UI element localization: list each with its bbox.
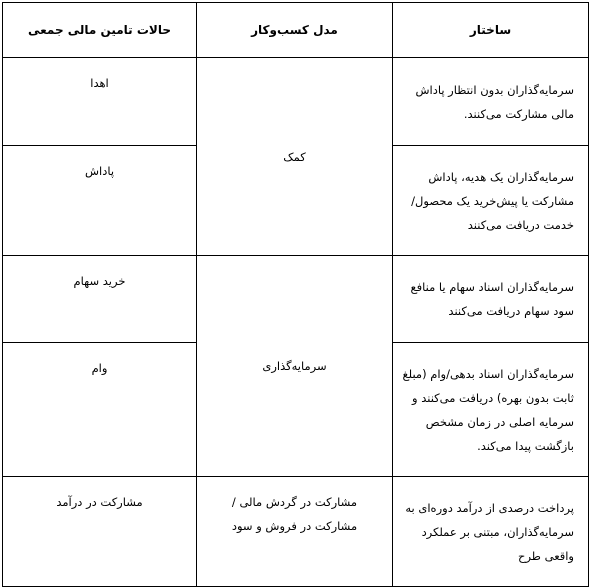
model-cell: مشارکت در گردش مالی / مشارکت در فروش و سود (197, 477, 393, 587)
structure-cell: پرداخت درصدی از درآمد دوره‌ای به سرمایه‌گذاران، مبتنی بر عملکرد واقعی طرح (393, 477, 589, 587)
table-row (3, 256, 589, 343)
state-cell: مشارکت در درآمد (3, 477, 197, 587)
structure-cell: سرمایه‌گذاران اسناد بدهی/وام (مبلغ ثابت بدون بهره) دریافت می‌کنند و سرمایه اصلی در زمان مشخص بازگشت پیدا می‌کند. (393, 343, 589, 477)
header-row (3, 3, 589, 58)
model-cell: سرمایه‌گذاری (197, 256, 393, 477)
state-cell: وام (3, 343, 197, 477)
header-crowdfunding-modes: حالات تامین مالی جمعی (3, 3, 197, 58)
state-cell: اهدا (3, 58, 197, 146)
state-cell: پاداش (3, 146, 197, 256)
crowdfunding-table (2, 2, 589, 587)
structure-cell: سرمایه‌گذاران بدون انتظار پاداش مالی مشارکت می‌کنند. (393, 58, 589, 146)
state-cell: خرید سهام (3, 256, 197, 343)
structure-cell: سرمایه‌گذاران اسناد سهام یا منافع سود سهام دریافت می‌کنند (393, 256, 589, 343)
header-business-model: مدل کسب‌وکار (197, 3, 393, 58)
model-cell: کمک (197, 58, 393, 256)
structure-cell: سرمایه‌گذاران یک هدیه، پاداش مشارکت یا پیش‌خرید یک محصول/خدمت دریافت می‌کنند (393, 146, 589, 256)
table-row (3, 58, 589, 146)
header-structure: ساختار (393, 3, 589, 58)
table-row (3, 477, 589, 587)
